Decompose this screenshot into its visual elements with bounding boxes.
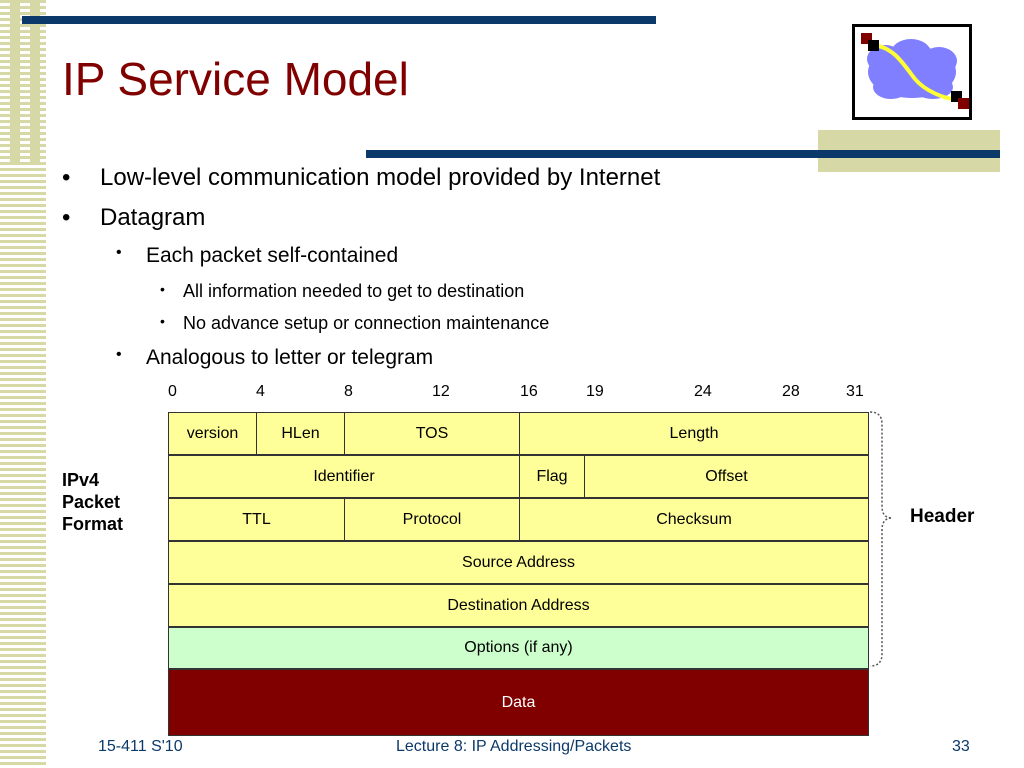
side-label-line: IPv4 [62, 470, 100, 490]
footer-lecture: Lecture 8: IP Addressing/Packets [396, 738, 632, 755]
network-cloud-icon [852, 24, 972, 120]
field-flag: Flag [519, 455, 585, 498]
side-label-line: Format [62, 514, 124, 534]
header-brace [868, 410, 898, 670]
footer-course: 15-411 S'10 [98, 738, 183, 755]
bit-position: 0 [168, 383, 177, 400]
bullet-item: Datagram [100, 204, 206, 231]
bullet-dot: • [160, 281, 165, 297]
slide-title: IP Service Model [62, 53, 409, 105]
left-decorative-bar [30, 0, 40, 165]
field-hlen: HLen [256, 412, 345, 455]
bullet-item: Low-level communication model provided by Internet [100, 164, 661, 191]
field-source-address: Source Address [168, 541, 869, 584]
bit-position: 4 [256, 383, 265, 400]
bullet-dot: • [62, 164, 71, 191]
field-protocol: Protocol [344, 498, 520, 541]
field-data: Data [168, 669, 869, 736]
field-checksum: Checksum [519, 498, 869, 541]
field-version: version [168, 412, 257, 455]
field-length: Length [519, 412, 869, 455]
bullet-item: All information needed to get to destination [183, 281, 525, 301]
bit-position: 24 [694, 383, 712, 400]
bullet-dot: • [160, 313, 165, 329]
bullet-dot: • [62, 204, 71, 231]
field-offset: Offset [584, 455, 869, 498]
header-label: Header [910, 506, 975, 527]
field-tos: TOS [344, 412, 520, 455]
bit-position: 8 [344, 383, 353, 400]
bullet-item: Each packet self-contained [146, 244, 399, 267]
top-rule [22, 16, 656, 24]
title-rule [366, 150, 1000, 158]
field-options: Options (if any) [168, 627, 869, 669]
side-label-line: Packet [62, 492, 121, 512]
bit-position: 16 [520, 383, 538, 400]
bit-position: 19 [586, 383, 604, 400]
field-ttl: TTL [168, 498, 345, 541]
footer-page-number: 33 [952, 738, 970, 755]
bit-position: 28 [782, 383, 800, 400]
bullet-item: Analogous to letter or telegram [146, 346, 434, 369]
bullet-item: No advance setup or connection maintenance [183, 313, 550, 333]
left-decorative-bar [10, 0, 20, 165]
field-destination-address: Destination Address [168, 584, 869, 627]
bit-position: 12 [432, 383, 450, 400]
diagram-side-label [62, 469, 123, 535]
bullet-dot: • [116, 346, 122, 363]
bit-position: 31 [846, 383, 864, 400]
bullet-dot: • [116, 244, 122, 261]
field-identifier: Identifier [168, 455, 520, 498]
